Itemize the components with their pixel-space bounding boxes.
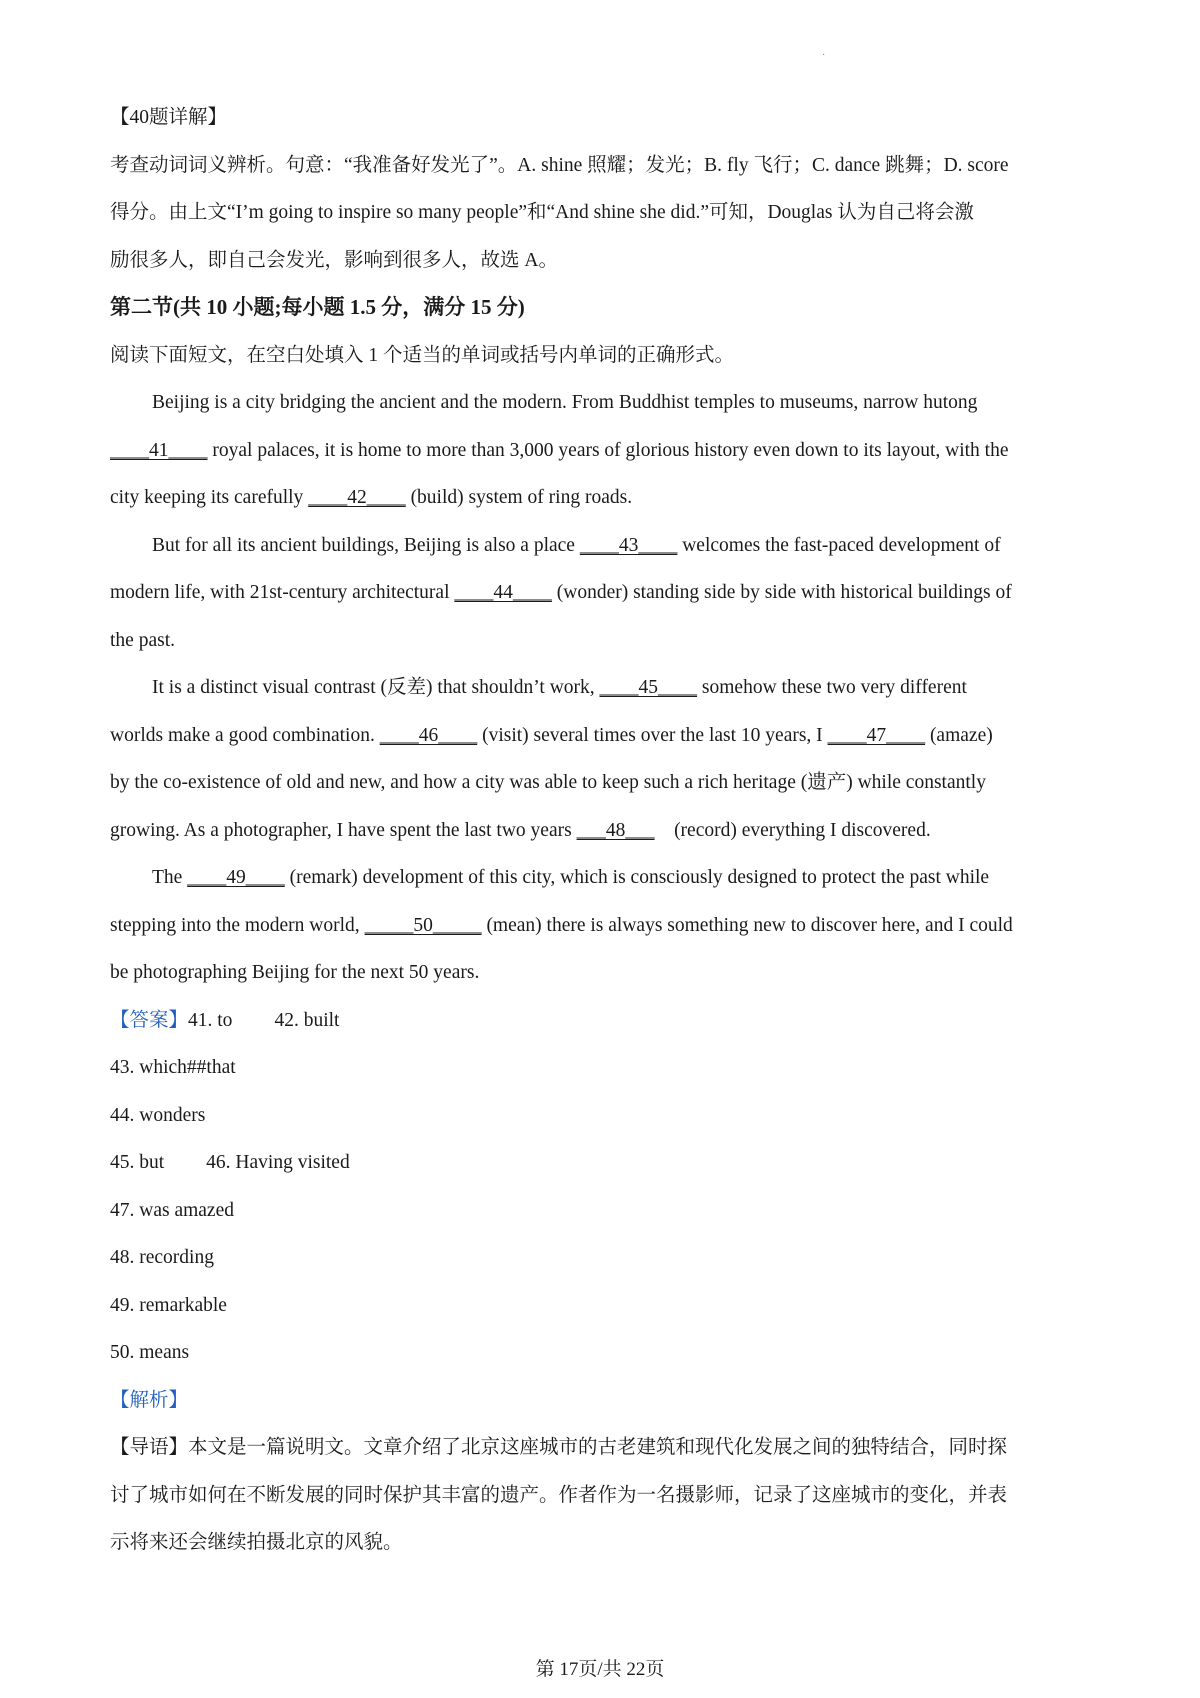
analysis-label: 【解析】: [110, 1389, 189, 1411]
passage-p1-line-3: city keeping its carefully ____42____ (build) system of ring roads.: [110, 487, 633, 508]
answer-42: 42. built: [274, 1009, 340, 1031]
passage-p1-line-1: Beijing is a city bridging the ancient and the modern. From Buddhist temples to museums, narrow hutong: [152, 392, 978, 413]
passage-p1-line-2: ____41____ royal palaces, it is home to more than 3,000 years of glorious history even down to its layout, with the: [110, 439, 1009, 461]
analysis-intro-line-3: 示将来还会继续拍摄北京的风貌。: [110, 1532, 403, 1553]
answer-45: 45. but: [110, 1152, 165, 1173]
answer-49: 49. remarkable: [110, 1294, 227, 1316]
q40-explanation-line-2: 得分。由上文“I’m going to inspire so many people”和“And shine she did.”可知，Douglas 认为自己将会激: [110, 202, 974, 223]
blank-43: ____43____: [579, 534, 678, 556]
passage-p3-line-3: by the co-existence of old and new, and how a city was able to keep such a rich heritage (遗产) while constantly: [110, 772, 986, 793]
answer-48: 48. recording: [110, 1247, 214, 1268]
answer-41: 41. to: [188, 1009, 233, 1031]
blank-44: ____44____: [454, 582, 552, 603]
passage-p2-line-2: modern life, with 21st-century architectural ____44____ (wonder) standing side by side with historical buildings of: [110, 582, 1012, 603]
intro-label: 【导语】: [110, 1437, 189, 1458]
section-instruction: 阅读下面短文，在空白处填入 1 个适当的单词或括号内单词的正确形式。: [110, 344, 735, 366]
page-content: [110, 94, 1100, 1567]
scan-dot: ·: [822, 50, 826, 61]
answer-row-45-46: [110, 1139, 1100, 1187]
blank-50: _____50_____: [364, 914, 482, 936]
answer-43: 43. which##that: [110, 1057, 236, 1078]
answer-row-1: [110, 997, 1100, 1045]
q40-title: 【40题详解】: [110, 107, 228, 128]
passage-p4-line-2: stepping into the modern world, _____50_____ (mean) there is always something new to discover here, and I could: [110, 914, 1013, 936]
q40-explanation-line-3: 励很多人，即自己会发光，影响到很多人，故选 A。: [110, 249, 558, 271]
passage-p3-line-4: growing. As a photographer, I have spent the last two years ___48___ (record) everything I discovered.: [110, 819, 931, 841]
blank-41: ____41____: [110, 439, 208, 461]
blank-47: ____47____: [827, 724, 926, 746]
passage-p2-line-3: the past.: [110, 629, 175, 651]
section-title: 第二节(共 10 小题;每小题 1.5 分，满分 15 分): [110, 295, 525, 319]
passage-p2-line-1: But for all its ancient buildings, Beijing is also a place ____43____ welcomes the fast-paced development of: [152, 534, 1001, 556]
blank-49: ____49____: [187, 867, 285, 888]
blank-42: ____42____: [308, 487, 406, 508]
page-footer: 第 17页/共 22页: [535, 1659, 665, 1680]
answer-44: 44. wonders: [110, 1104, 206, 1126]
answer-label: 【答案】: [110, 1009, 189, 1031]
answer-46: 46. Having visited: [206, 1152, 350, 1173]
passage-p4-line-3: be photographing Beijing for the next 50 years.: [110, 962, 480, 983]
answer-47: 47. was amazed: [110, 1199, 234, 1221]
blank-45: ____45____: [599, 677, 698, 698]
answer-50: 50. means: [110, 1342, 190, 1363]
blank-46: ____46____: [379, 724, 478, 746]
passage-p3-line-2: worlds make a good combination. ____46____ (visit) several times over the last 10 years, I ____47____ (amaze): [110, 724, 993, 746]
passage-p4-line-1: The ____49____ (remark) development of this city, which is consciously designed to protect the past while: [152, 867, 990, 888]
passage-p3-line-1: It is a distinct visual contrast (反差) that shouldn’t work, ____45____ somehow these two very different: [152, 677, 967, 698]
analysis-intro-line-2: 讨了城市如何在不断发展的同时保护其丰富的遗产。作者作为一名摄影师，记录了这座城市的变化，并表: [110, 1484, 1008, 1506]
q40-explanation-line-1: 考查动词词义辨析。句意：“我准备好发光了”。A. shine 照耀；发光；B. fly 飞行；C. dance 跳舞；D. score: [110, 154, 1009, 176]
blank-48: ___48___: [576, 819, 655, 841]
analysis-intro-line-1: 【导语】本文是一篇说明文。文章介绍了北京这座城市的古老建筑和现代化发展之间的独特结合，同时探: [110, 1437, 1008, 1458]
